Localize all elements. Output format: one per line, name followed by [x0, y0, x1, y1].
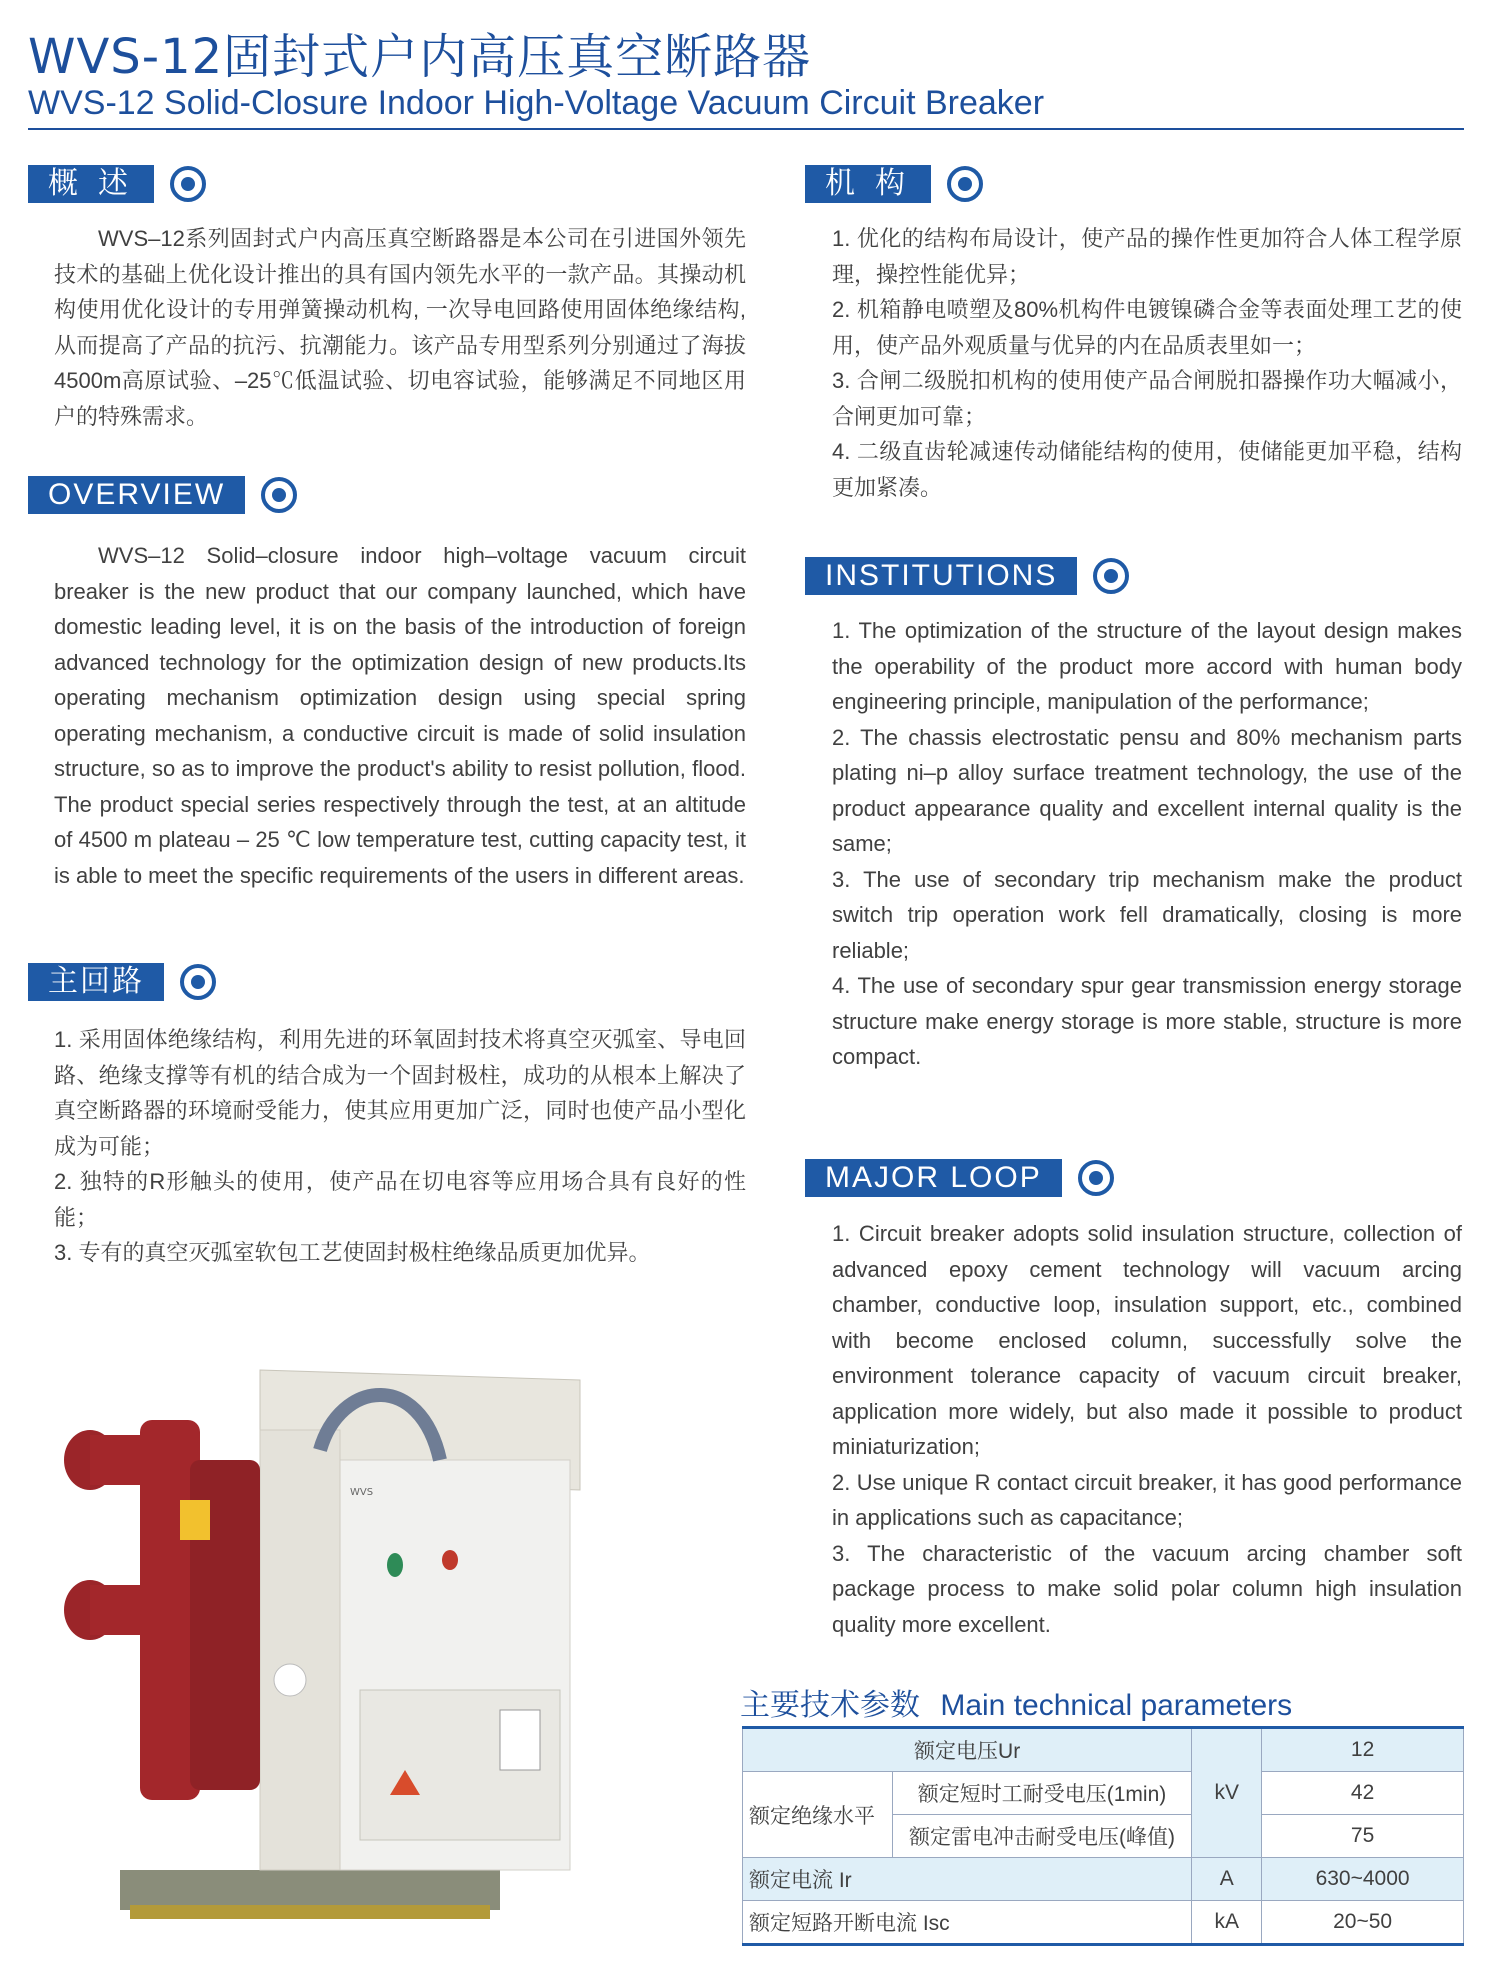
section-header-mechanism-cn — [805, 165, 983, 203]
main-loop-cn-list — [54, 1022, 746, 1271]
section-label: 机构 — [805, 165, 931, 203]
list-item: 4. 二级直齿轮减速传动储能结构的使用，使储能更加平稳，结构更加紧凑。 — [832, 439, 1462, 500]
param-value: 75 — [1262, 1815, 1464, 1858]
table-row — [743, 1858, 1464, 1901]
target-bullet-icon — [180, 964, 216, 1000]
institutions-en-list — [832, 613, 1462, 1075]
nameplate — [500, 1710, 540, 1770]
list-item: 1. 采用固体绝缘结构，利用先进的环氧固封技术将真空灭弧室、导电回路、绝缘支撑等有机的结合成为一个固封极柱，成功的从根本上解决了真空断路器的环境耐受能力，使其应用更加广泛，同时也使产品小型化成为可能； — [54, 1027, 746, 1159]
section-header-major-loop-en — [805, 1159, 1114, 1197]
panel-hole — [274, 1664, 306, 1696]
param-name: 额定电压Ur — [743, 1728, 1192, 1772]
list-item: 3. 专有的真空灭弧室软包工艺使固封极柱绝缘品质更加优异。 — [54, 1240, 651, 1265]
page-title-cn: WVS-12固封式户内高压真空断路器 — [28, 29, 812, 85]
section-label: 主回路 — [28, 963, 164, 1001]
section-header-overview-en — [28, 476, 297, 514]
list-item: 1. 优化的结构布局设计，使产品的操作性更加符合人体工程学原理，操控性能优异； — [832, 226, 1462, 287]
param-unit: kV — [1192, 1728, 1262, 1858]
overview-en-text: WVS–12 Solid–closure indoor high–voltage vacuum circuit breaker is the new product that our company launched, which have domestic leading level, it is on the basis of the introduction of foreign advanced technology for the optimization design of new products.Its operating mechanism optimization design using special spring operating mechanism, a conductive circuit is made of solid insulation structure, so as to improve the product's ability to resist pollution, flood. The product special series respectively through the test, at an altitude of 4500 m plateau – 25 ℃ low temperature test, cutting capacity test, it is able to meet the specific requirements of the users in different areas. — [54, 543, 746, 888]
section-label: INSTITUTIONS — [805, 557, 1077, 595]
param-value: 42 — [1262, 1772, 1464, 1815]
upper-contact-arm — [90, 1435, 160, 1485]
technical-parameters-table — [742, 1726, 1464, 1946]
table-row — [743, 1772, 1464, 1815]
section-header-overview-cn — [28, 165, 206, 203]
param-name: 额定电流 Ir — [743, 1858, 1192, 1901]
param-unit: A — [1192, 1858, 1262, 1901]
param-value: 20~50 — [1262, 1901, 1464, 1945]
close-button-icon — [387, 1553, 403, 1577]
warning-label — [180, 1500, 210, 1540]
target-bullet-icon — [1093, 558, 1129, 594]
list-item: 4. The use of secondary spur gear transmission energy storage structure make energy storage is more stable, structure is more compact. — [832, 973, 1462, 1069]
section-label: OVERVIEW — [28, 476, 245, 514]
list-item: 3. The use of secondary trip mechanism make the product switch trip operation work fell dramatically, closing is more reliable; — [832, 866, 1462, 963]
list-item: 1. The optimization of the structure of the layout design makes the operability of the product more accord with human body engineering principle, manipulation of the performance; — [832, 618, 1462, 714]
section-header-institutions-en — [805, 557, 1129, 595]
circuit-breaker-product-image — [60, 1310, 620, 1950]
title-divider — [28, 128, 1464, 130]
chassis-rail — [130, 1905, 490, 1919]
param-value: 630~4000 — [1262, 1858, 1464, 1901]
overview-cn-text: WVS–12系列固封式户内高压真空断路器是本公司在引进国外领先技术的基础上优化设计推出的具有国内领先水平的一款产品。其操动机构使用优化设计的专用弹簧操动机构, 一次导电回路使用固体绝缘结构, 从而提高了产品的抗污、抗潮能力。该产品专用型系列分别通过了海拔4500m高原试验、–25℃低温试验、切电容试验，能够满足不同地区用户的特殊需求。 — [54, 226, 746, 429]
params-title-en: Main technical parameters — [940, 1689, 1293, 1722]
side-panel — [260, 1430, 340, 1870]
target-bullet-icon — [1078, 1160, 1114, 1196]
list-item: 3. 合闸二级脱扣机构的使用使产品合闸脱扣器操作功大幅减小，合闸更加可靠； — [832, 368, 1462, 429]
target-bullet-icon — [947, 166, 983, 202]
param-name: 额定绝缘水平 — [743, 1772, 893, 1858]
page-title-en: WVS-12 Solid-Closure Indoor High-Voltage Vacuum Circuit Breaker — [28, 84, 1045, 122]
mechanism-cn-list — [832, 221, 1462, 505]
param-value: 12 — [1262, 1728, 1464, 1772]
target-bullet-icon — [170, 166, 206, 202]
list-item: 3. The characteristic of the vacuum arcing chamber soft package process to make solid polar column high insulation quality more excellent. — [832, 1540, 1462, 1637]
open-button-icon — [442, 1550, 458, 1570]
param-name: 额定雷电冲击耐受电压(峰值) — [892, 1815, 1192, 1858]
table-row — [743, 1901, 1464, 1945]
list-item: 2. The chassis electrostatic pensu and 80% mechanism parts plating ni–p alloy surface treatment technology, the use of the product appearance quality and excellent internal quality is the same; — [832, 724, 1462, 856]
lower-contact-arm — [90, 1585, 160, 1635]
param-name: 额定短时工耐受电压(1min) — [892, 1772, 1192, 1815]
chassis-base — [120, 1870, 500, 1910]
brand-mark-text: WVS — [350, 1487, 374, 1498]
section-label: 概述 — [28, 165, 154, 203]
section-label: MAJOR LOOP — [805, 1159, 1062, 1197]
list-item: 1. Circuit breaker adopts solid insulation structure, collection of advanced epoxy cement technology will vacuum arcing chamber, conductive loop, insulation support, etc., combined with become enclosed column, successfully solve the environment tolerance capacity of vacuum circuit breaker, application more widely, but also made it possible to product miniaturization; — [832, 1221, 1462, 1459]
list-item: 2. 机箱静电喷塑及80%机构件电镀镍磷合金等表面处理工艺的使用，使产品外观质量与优异的内在品质表里如一； — [832, 297, 1462, 358]
param-unit: kA — [1192, 1901, 1262, 1945]
section-header-main-loop-cn — [28, 963, 216, 1001]
list-item: 2. 独特的R形触头的使用，使产品在切电容等应用场合具有良好的性能； — [54, 1169, 746, 1230]
params-title-cn: 主要技术参数 — [740, 1689, 920, 1722]
major-loop-en-list — [832, 1216, 1462, 1642]
list-item: 2. Use unique R contact circuit breaker, it has good performance in applications such as capacitance; — [832, 1469, 1462, 1530]
table-row — [743, 1728, 1464, 1772]
target-bullet-icon — [261, 477, 297, 513]
param-name: 额定短路开断电流 Isc — [743, 1901, 1192, 1945]
params-title — [740, 1680, 1292, 1724]
